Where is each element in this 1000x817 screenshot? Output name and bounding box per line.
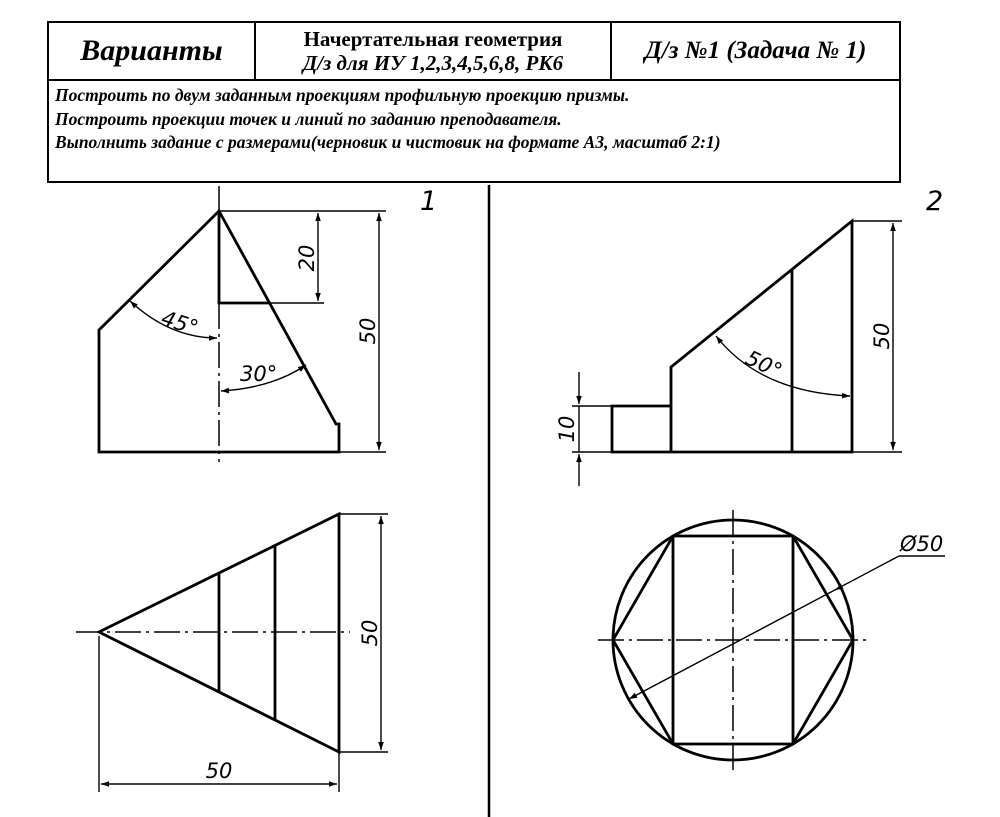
v1-dim-50-label: 50 (356, 317, 380, 345)
instruction-line: Построить проекции точек и линий по заданию преподавателя. (55, 108, 562, 129)
variant2-top-view (598, 510, 945, 770)
variant1-front-view (99, 186, 386, 462)
v2-diameter-arrow (835, 589, 837, 590)
subject-title: Начертательная геометрия (303, 27, 563, 51)
v2-diameter-leader (629, 556, 899, 699)
variant1-top-view (76, 514, 388, 792)
v2-dim-10-label: 10 (555, 415, 579, 443)
v1-angle-30-label: 30° (240, 362, 278, 386)
v1-top-dim-50-vertical-label: 50 (358, 619, 382, 647)
variant1-number: 1 (420, 186, 438, 217)
v1-angle-45-label: 45° (158, 305, 202, 341)
v2-dim-50-label: 50 (870, 322, 894, 350)
task-label: Д/з №1 (Задача № 1) (644, 37, 867, 64)
variants-label: Варианты (80, 34, 223, 67)
v2-angle-50-label: 50° (741, 345, 786, 384)
v1-top-dim-50-horizontal-label: 50 (205, 759, 233, 783)
variant2-front-view (555, 221, 902, 486)
instruction-line: Построить по двум заданным проекциям профильную проекцию призмы. (55, 85, 630, 105)
instruction-line: Выполнить задание с размерами(черновик и чистовик на формате А3, масштаб 2:1) (55, 132, 721, 152)
subject-groups: Д/з для ИУ 1,2,3,4,5,6,8, РК6 (302, 51, 564, 75)
variant2-number: 2 (926, 186, 944, 217)
v2-diameter-label: Ø50 (900, 532, 944, 556)
v2-front-outline (612, 221, 852, 452)
v1-dim-20-label: 20 (295, 244, 319, 272)
